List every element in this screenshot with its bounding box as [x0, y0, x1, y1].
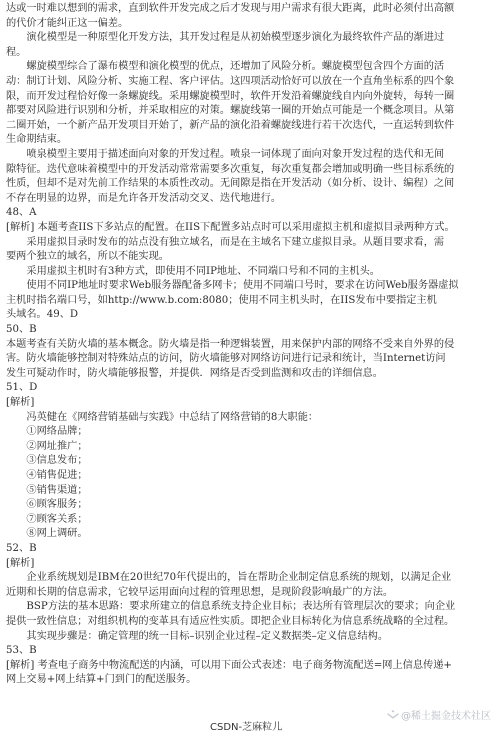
text-line: ①网络品牌；: [26, 426, 88, 438]
document-body: [6, 2, 494, 688]
text-line: 冯英健在《网络营销基础与实践》中总结了网络营销的8大职能：: [26, 411, 319, 423]
text-line: 程。: [6, 46, 27, 58]
watermark: [387, 707, 491, 722]
text-line: 要两个独立的域名，所以不能实现。: [6, 251, 169, 263]
text-line: 演化模型是一种原型化开发方法，其开发过程是从初始模型逐步演化为最终软件产品的渐进过: [26, 32, 445, 44]
text-line: 近期和长期的信息需求，它较早运用面向过程的管理思想，是现阶段影响最广的方法。: [6, 586, 394, 598]
text-line: 动：制订计划、风险分析、实施工程、客户评估。这四项活动恰好可以放在一个直角坐标系的四个象: [6, 75, 455, 87]
text-line: 采用虚拟目录时发布的站点没有独立域名，而是在主域名下建立虚拟目录。从题目要求看，需: [26, 236, 445, 248]
text-line: 性质，但却不是对先前工作结果的本质性改动。无间隙是指在开发活动（如分析、设计、编程）之间: [6, 178, 455, 190]
text-line: 主机时指名端口号，如http://www.b.com:8080；使用不同主机头时，在IIS发布中要指定主机: [6, 294, 437, 306]
text-line: [解析]: [6, 397, 35, 409]
text-line: ⑥顾客服务；: [26, 499, 88, 511]
text-line: 发生可疑动作时，防火墙能够报警，并提供．网络是否受到监测和攻击的详细信息。: [6, 367, 383, 379]
watermark-text: @稀土掘金技术社区: [401, 711, 491, 722]
text-line: 螺旋模型综合了瀑布模型和演化模型的优点，还增加了风险分析。螺旋模型包含四个方面的活: [26, 61, 445, 73]
text-line: 的代价才能纠正这一偏差。: [6, 17, 129, 29]
text-line: ⑦顾客关系；: [26, 513, 88, 525]
text-line: 害。防火墙能够控制对特殊站点的访问，防火墙能够对网络访问进行记录和统计，当Internet访问: [6, 353, 446, 365]
text-line: 限，而开发过程恰好像一条螺旋线。采用螺旋模型时，软件开发沿着螺旋线自内向外旋转，每转一圈: [6, 90, 455, 102]
text-line: 其实现步骤是：确定管理的统一目标–识别企业过程–定义数据类–定义信息结构。: [26, 630, 389, 642]
text-line: ②网址推广；: [26, 440, 88, 452]
text-line: 53、B: [6, 645, 37, 657]
text-line: 达或一时难以想到的需求，直到软件开发完成之后才发现与用户需求有很大距离，此时必须付出高额: [6, 3, 455, 14]
text-line: ⑤销售渠道；: [26, 484, 88, 496]
text-line: 提供一致性信息；对组织机构的变革具有适应性实质。即把企业目标转化为信息系统战略的全过程。: [6, 615, 455, 627]
text-line: 隙特征。迭代意味着模型中的开发活动常常需要多次重复，每次重复都会增加或明确一些目标系统的: [6, 163, 455, 175]
text-line: 52、B: [6, 542, 37, 554]
text-line: 48、A: [6, 207, 37, 219]
text-line: 50、B: [6, 324, 37, 336]
text-line: 不存在明显的边界，而是允许各开发活动交叉、迭代地进行。: [6, 192, 282, 204]
text-line: [解析] 本题考查IIS下多站点的配置。在IIS下配置多站点时可以采用虚拟主机和虚拟目录两种方式。: [6, 221, 455, 233]
footer-credit: CSDN-芝麻粒儿: [210, 722, 283, 733]
text-line: BSP方法的基本思路：要求所建立的信息系统支持企业目标；表达所有管理层次的要求；向企业: [26, 601, 456, 613]
text-line: 51、D: [6, 382, 38, 394]
text-line: 网上交易+网上结算+门到门的配送服务。: [6, 674, 197, 686]
text-line: ⑧网上调研。: [26, 528, 88, 540]
text-line: 喷泉模型主要用于描述面向对象的开发过程。喷泉一词体现了面向对象开发过程的迭代和无间: [26, 148, 445, 160]
text-line: ③信息发布；: [26, 455, 88, 467]
text-line: [解析] 考查电子商务中物流配送的内涵，可以用下面公式表述：电子商务物流配送=网上信息传递+: [6, 659, 452, 671]
text-line: 头域名。49、D: [6, 309, 79, 321]
text-line: 采用虚拟主机时有3种方式，即使用不同IP地址、不同端口号和不同的主机头。: [26, 265, 380, 277]
text-line: 都要对风险进行识别和分析，并采取相应的对策。螺旋线第一圈的开始点可能是一个概念项目。从第: [6, 105, 455, 117]
text-line: [解析]: [6, 557, 35, 569]
text-line: ④销售促进；: [26, 470, 88, 481]
text-line: 企业系统规划是IBM在20世纪70年代提出的，旨在帮助企业制定信息系统的规划，以满足企业: [26, 572, 452, 584]
text-line: 二圈开始，一个新产品开发项目开始了，新产品的演化沿着螺旋线进行若干次迭代，一直运转到软件: [6, 119, 455, 131]
text-line: 使用不同IP地址时要求Web服务器配备多网卡；使用不同端口号时，要求在访问Web服务器虚拟: [26, 280, 459, 292]
text-line: 本题考查有关防火墙的基本概念。防火墙是指一种逻辑装置，用来保护内部的网络不受来自外界的侵: [6, 338, 455, 350]
juejin-logo-icon: [387, 710, 399, 720]
text-line: 生命期结束。: [6, 134, 68, 146]
